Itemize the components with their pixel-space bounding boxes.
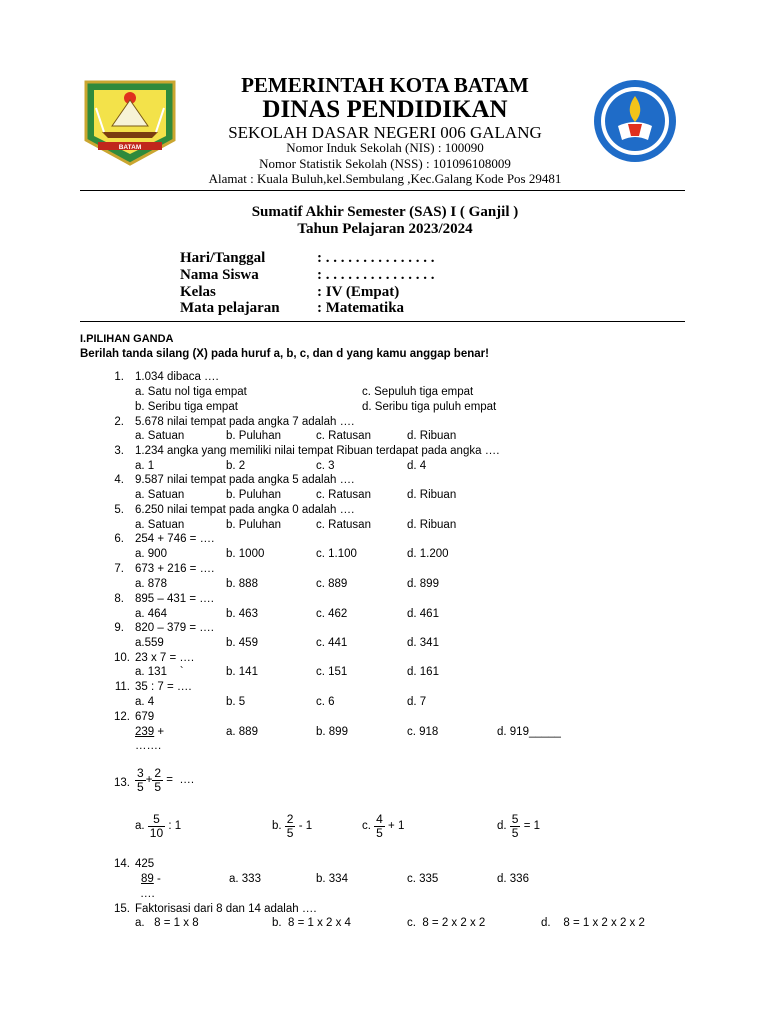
info-label-subject: Mata pelajaran [180,300,280,316]
option-c[interactable]: c. $\frac{4}{5}$ + 1 [362,812,405,840]
question-number: 7. [114,563,124,575]
academic-year: Tahun Pelajaran 2023/2024 [297,221,473,237]
fraction-expression [135,767,194,793]
option-b[interactable]: b. Puluhan [226,430,281,442]
exam-title: Sumatif Akhir Semester (SAS) I ( Ganjil ) [251,204,519,220]
option-a[interactable]: a. 131 ` [135,666,184,678]
question-text: 1.234 angka yang memiliki nilai tempat Ribuan terdapat pada angka …. [135,445,500,457]
question-text: 1.034 dibaca …. [135,371,219,383]
question-number: 12. [114,711,130,723]
option-b[interactable]: b. 334 [316,873,348,885]
addition-bottom-row [135,726,164,738]
info-label-class: Kelas [180,284,216,300]
question-number: 14. [114,858,130,870]
option-a[interactable]: a. 333 [229,873,261,885]
question-number: 11. [114,681,130,693]
question-text: 820 – 379 = …. [135,622,214,634]
option-d[interactable]: d. Ribuan [407,519,457,531]
school-nis: Nomor Induk Sekolah (NIS) : 100090 [286,140,484,155]
subtraction-top-number: 425 [135,858,155,870]
info-value-subject: : Matematika [317,300,405,316]
info-value-date[interactable]: : . . . . . . . . . . . . . . . [317,250,435,266]
option-c[interactable]: c. Sepuluh tiga empat [362,386,474,398]
option-d[interactable]: d. $\frac{5}{5}$ = 1 [497,812,540,840]
option-d[interactable]: d. 341 [407,637,439,649]
option-d[interactable]: d. Seribu tiga puluh empat [362,401,497,413]
option-b[interactable]: b. 899 [316,726,348,738]
svg-text:BATAM: BATAM [118,144,142,151]
question-number: 8. [114,593,124,605]
answer-blank: …. [140,888,155,900]
question-text: 23 x 7 = …. [135,652,195,664]
option-a[interactable]: a. Satuan [135,519,185,531]
subtraction-bottom-number: 89 [141,873,154,885]
option-b[interactable]: b. Seribu tiga empat [135,401,238,413]
info-divider [80,321,685,322]
question-text: 895 – 431 = …. [135,593,214,605]
option-d[interactable]: d. 336 [497,873,529,885]
fraction: $\frac{2}{5}$ [154,766,162,794]
batam-city-emblem [82,80,178,166]
option-d[interactable]: d. 7 [407,696,427,708]
option-c[interactable]: c. 151 [316,666,348,678]
equals-text: = …. [163,774,195,787]
option-a[interactable]: a. 4 [135,696,155,708]
option-c[interactable]: c. 462 [316,608,348,620]
option-c[interactable]: c. 1.100 [316,548,357,560]
option-d[interactable]: d. Ribuan [407,489,457,501]
option-a[interactable]: a. 8 = 1 x 8 [135,917,199,929]
option-b[interactable]: b. 5 [226,696,246,708]
section-heading: I.PILIHAN GANDA [80,333,174,345]
addition-bottom-number: 239 [135,726,155,738]
option-c[interactable]: c. 8 = 2 x 2 x 2 [407,917,486,929]
question-number: 1. [114,371,124,383]
question-text: 35 : 7 = …. [135,681,192,693]
option-a[interactable]: a. 1 [135,460,155,472]
question-number: 15. [114,903,130,915]
option-c[interactable]: c. 335 [407,873,439,885]
option-a[interactable]: a. Satu nol tiga empat [135,386,247,398]
option-b[interactable]: b. 141 [226,666,258,678]
info-label-name: Nama Siswa [180,267,259,283]
government-name: PEMERINTAH KOTA BATAM [241,73,529,97]
option-c[interactable]: c. Ratusan [316,489,371,501]
option-d[interactable]: d. 899 [407,578,439,590]
addition-top-number: 679 [135,711,155,723]
section-instruction: Berilah tanda silang (X) pada huruf a, b, c, dan d yang kamu anggap benar! [80,348,489,360]
option-b[interactable]: b. 463 [226,608,258,620]
school-name: SEKOLAH DASAR NEGERI 006 GALANG [228,123,542,142]
option-b[interactable]: b. Puluhan [226,519,281,531]
info-value-name[interactable]: : . . . . . . . . . . . . . . . [317,267,435,283]
question-number: 2. [114,416,124,428]
option-b[interactable]: b. 2 [226,460,246,472]
option-c[interactable]: c. 918 [407,726,439,738]
option-b[interactable]: b. $\frac{2}{5}$ - 1 [272,812,313,840]
tut-wuri-handayani-emblem [588,78,682,164]
option-a[interactable]: a. Satuan [135,489,185,501]
option-b[interactable]: b. 888 [226,578,258,590]
question-text: 5.678 nilai tempat pada angka 7 adalah …. [135,416,355,428]
question-number: 9. [114,622,124,634]
option-d[interactable]: d. 4 [407,460,427,472]
question-number: 10. [114,652,130,664]
school-nss: Nomor Statistik Sekolah (NSS) : 101096108009 [259,156,511,171]
addition-operator: + [154,726,165,738]
fraction: $\frac{3}{5}$ [137,766,144,794]
option-a[interactable]: a. 878 [135,578,167,590]
option-d[interactable]: d. 919_____ [497,726,561,738]
answer-blank: ……. [135,740,162,752]
info-label-date: Hari/Tanggal [180,250,266,266]
header-divider [80,190,685,191]
subtraction-bottom-row [135,873,161,885]
question-text: Faktorisasi dari 8 dan 14 adalah …. [135,903,317,915]
option-b[interactable]: b. 1000 [226,548,265,560]
option-c[interactable]: c. 6 [316,696,335,708]
question-text: 6.250 nilai tempat pada angka 0 adalah …. [135,504,355,516]
option-b[interactable]: b. 459 [226,637,258,649]
option-d[interactable]: d. 1.200 [407,548,449,560]
subtraction-operator: - [153,873,161,885]
question-text: 254 + 746 = …. [135,533,215,545]
option-b[interactable]: b. Puluhan [226,489,281,501]
option-a[interactable]: a.559 [135,637,164,649]
question-text: 9.587 nilai tempat pada angka 5 adalah …. [135,474,355,486]
option-a[interactable]: a. Satuan [135,430,185,442]
question-number: 4. [114,474,124,486]
question-number: 13. [114,777,130,789]
info-value-class: : IV (Empat) [317,284,400,300]
option-d[interactable]: d. Ribuan [407,430,457,442]
option-a[interactable]: a. 900 [135,548,167,560]
option-d[interactable]: d. 161 [407,666,439,678]
option-a[interactable]: a. 464 [135,608,167,620]
option-d[interactable]: d. 461 [407,608,439,620]
department-name: DINAS PENDIDIKAN [262,96,508,123]
option-c[interactable]: c. 3 [316,460,335,472]
question-number: 6. [114,533,124,545]
option-c[interactable]: c. 441 [316,637,348,649]
school-address: Alamat : Kuala Buluh,kel.Sembulang ,Kec.Galang Kode Pos 29481 [208,171,562,186]
option-c[interactable]: c. Ratusan [316,430,371,442]
option-d[interactable]: d. 8 = 1 x 2 x 2 x 2 [541,917,645,929]
option-b[interactable]: b. 8 = 1 x 2 x 4 [272,917,351,929]
question-text: 673 + 216 = …. [135,563,215,575]
question-number: 3. [114,445,124,457]
question-number: 5. [114,504,124,516]
option-c[interactable]: c. Ratusan [316,519,371,531]
plus-sign: + [145,774,153,787]
option-c[interactable]: c. 889 [316,578,348,590]
option-a[interactable]: a. 889 [226,726,258,738]
option-a[interactable]: a. $\frac{5}{10}$ : 1 [135,812,182,840]
